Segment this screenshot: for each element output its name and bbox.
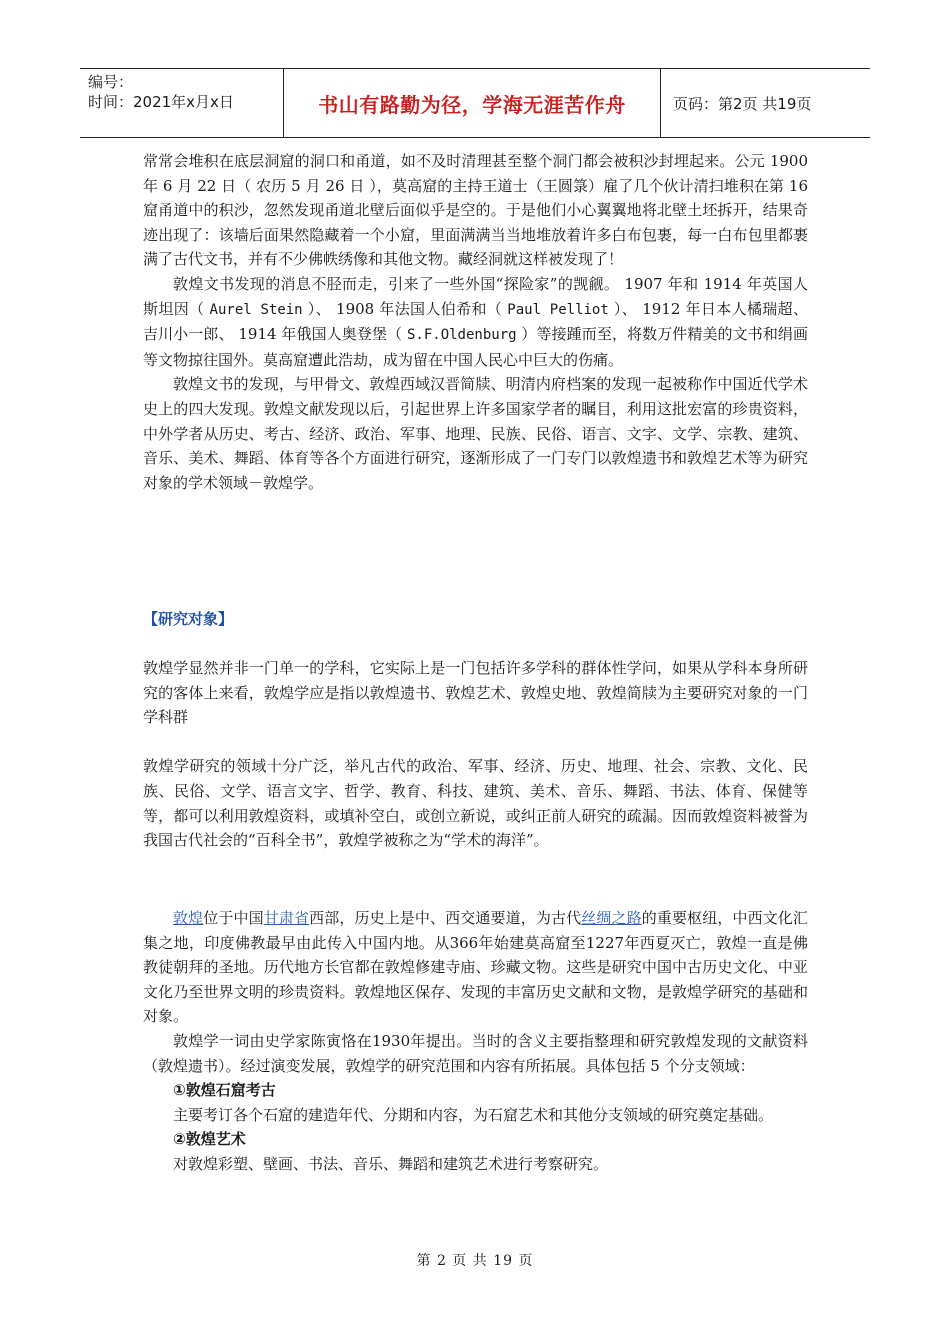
subsection-title-cave-archaeology: ①敦煌石窟考古: [173, 1081, 276, 1100]
paragraph-cave-archaeology: 主要考订各个石窟的建造年代、分期和内容，为石窟艺术和其他分支领域的研究奠定基础。: [173, 1105, 774, 1124]
paragraph-term-origin: 敦煌学一词由史学家陈寅恪在1930年提出。当时的含义主要指整理和研究敦煌发现的文献资料（敦煌遗书）。经过演变发展，敦煌学的研究范围和内容有所拓展。具体包括 5 个分支领域：: [143, 1031, 808, 1075]
text-segment: 西部，历史上是中、西交通要道，为古代: [309, 909, 582, 927]
text-segment: ）、 1908 年法国人伯希和（: [302, 299, 508, 318]
dunhuang-paragraphs: [143, 906, 808, 1177]
page-header: [80, 68, 870, 138]
text-segment: 位于中国: [203, 909, 264, 927]
section-title-research-objects: 【研究对象】: [143, 610, 234, 628]
research-section: [143, 607, 808, 632]
paragraph-dunhuang-art: 对敦煌彩塑、壁画、书法、音乐、舞蹈和建筑艺术进行考察研究。: [173, 1154, 609, 1173]
link-gansu-province[interactable]: 甘肃省: [263, 909, 310, 927]
text-segment: 敦煌文书发现的消息不胫而走，引来了一些外国“探险家”的觊觎。 1907 年和 1914 年英国人斯坦因（: [143, 274, 808, 318]
main-content: [143, 149, 808, 495]
paragraph-research-fields: 敦煌学研究的领域十分广泛，举凡古代的政治、军事、经济、历史、地理、社会、宗教、文化、民族、民俗、文学、语言文字、哲学、教育、科技、建筑、美术、音乐、舞蹈、书法、体育、保健等等，都可以利用敦煌资料，或填补空白，或创立新说，或纠正前人研究的疏漏。因而敦煌资料被誉为我国古代社会的“百科全书”，敦煌学被称之为“学术的海洋”。: [143, 757, 808, 850]
paragraph-dunhuang-location: [143, 906, 808, 1029]
document-date-label: 时间：2021年x月x日: [88, 93, 234, 111]
paragraph-four-discoveries: 敦煌文书的发现，与甲骨文、敦煌西域汉晋简牍、明清内府档案的发现一起被称作中国近代学术史上的四大发现。敦煌文献发现以后，引起世界上许多国家学者的瞩目，利用这批宏富的珍贵资料，中外学者从历史、考古、经济、政治、军事、地理、民族、民俗、语言、文字、文学、宗教、建筑、音乐、美术、舞蹈、体育等各个方面进行研究，逐渐形成了一门专门以敦煌遗书和敦煌艺术等为研究对象的学术领域－敦煌学。: [143, 375, 808, 492]
subsection-title-dunhuang-art: ②敦煌艺术: [173, 1130, 246, 1149]
paragraph-discipline-group: 敦煌学显然并非一门单一的学科，它实际上是一门包括许多学科的群体性学问，如果从学科本身所研究的客体上来看，敦煌学应是指以敦煌遗书、敦煌艺术、敦煌史地、敦煌简牍为主要研究对象的一门学科群: [143, 659, 808, 727]
document-number-label: 编号：: [88, 73, 134, 91]
name-oldenburg: S.F.Oldenburg: [406, 327, 517, 344]
paragraph-foreign-explorers: [143, 272, 808, 372]
text-segment: ）等接踵而至，将数万件精美的文书和绢画等文物掠往国外。莫高窟遭此浩劫，成为留在中国人民心中巨大的伤痛。: [143, 325, 808, 369]
link-silk-road[interactable]: 丝绸之路: [581, 909, 642, 927]
name-paul-pelliot: Paul Pelliot: [507, 301, 609, 318]
name-aurel-stein: Aurel Stein: [209, 301, 303, 318]
page-footer: 第 2 页 共 19 页: [416, 1253, 534, 1269]
paragraph-cave-discovery: 常常会堆积在底层洞窟的洞口和甬道，如不及时清理甚至整个洞门都会被积沙封埋起来。公元 1900 年 6 月 22 日（ 农历 5 月 26 日 ），莫高窟的主持王道士（王圆箓）雇了几个伙计清扫堆积在第 16 窟甬道中的积沙，忽然发现甬道北壁后面似乎是空的。于是他们小心翼翼地将北壁土坯拆开，结果奇迹出现了：该墙后面果然隐藏着一个小窟，里面满满当当地堆放着许多白布包裹，每一白布包里都裹满了古代文书，并有不少佛帙绣像和其他文物。藏经洞就这样被发现了！: [143, 152, 808, 269]
text-segment: 的重要枢纽，中西文化汇集之地，印度佛教最早由此传入中国内地。从366年始建莫高窟至1227年西夏灭亡，敦煌一直是佛教徒朝拜的圣地。历代地方长官都在敦煌修建寺庙、珍藏文物。这些是研究中国中古历史文化、中亚文化乃至世界文明的珍贵资料。敦煌地区保存、发现的丰富历史文献和文物，是敦煌学研究的基础和对象。: [143, 909, 808, 1026]
header-meta: [80, 69, 284, 137]
link-dunhuang[interactable]: 敦煌: [173, 909, 204, 927]
text-segment: ）、 1912 年日本人橘瑞超、吉川小一郎、 1914 年俄国人奥登堡（: [143, 299, 808, 344]
header-motto: 书山有路勤为径，学海无涯苦作舟: [284, 69, 661, 137]
research-paragraphs: [143, 656, 808, 853]
header-page-info: 页码：第2页 共19页: [673, 94, 812, 113]
